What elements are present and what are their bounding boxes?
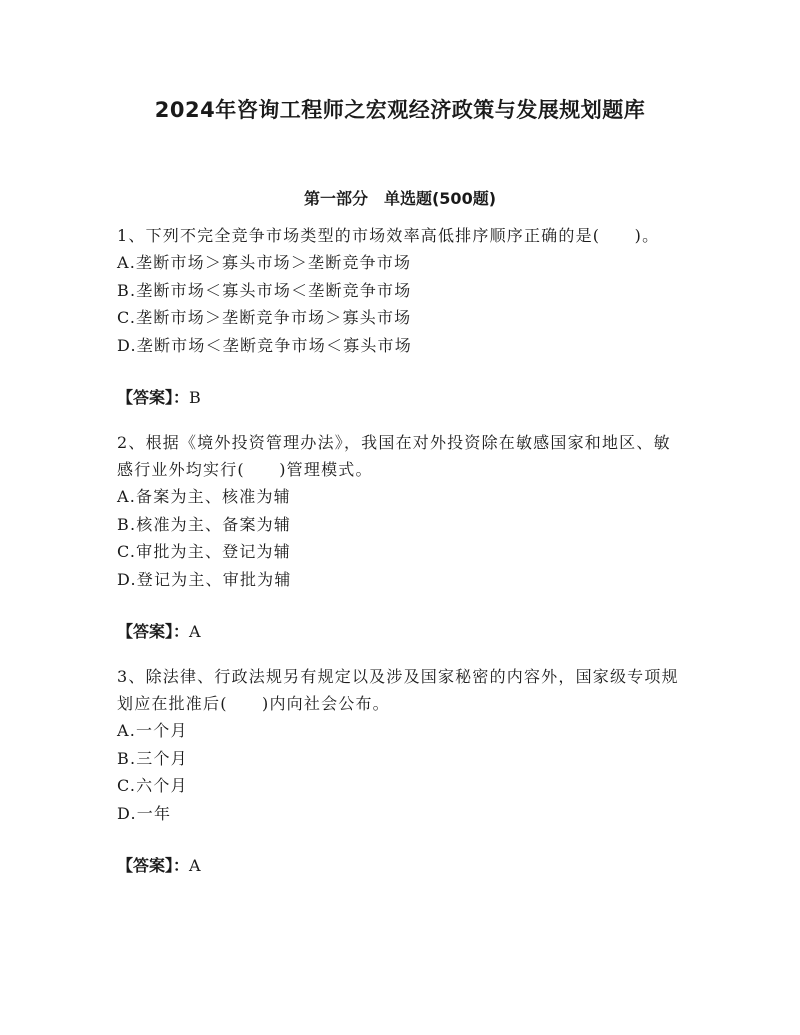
- section-title: 第一部分 单选题(500题): [303, 189, 497, 208]
- answer-value: A: [189, 856, 201, 875]
- question-item: [117, 663, 687, 879]
- option-d: D.登记为主、审批为辅: [117, 569, 292, 589]
- answer-value: A: [189, 622, 201, 641]
- option-a: A.备案为主、核准为辅: [117, 487, 291, 506]
- question-list: [117, 222, 687, 879]
- answer-value: B: [189, 388, 201, 407]
- answer-label: 【答案】：: [117, 856, 190, 875]
- question-stem: 2、根据《境外投资管理办法》，我国在对外投资除在敏感国家和地区、敏感行业外均实行( )管理模式。: [117, 433, 671, 479]
- question-item: [117, 429, 687, 645]
- option-c: C.垄断市场＞垄断竞争市场＞寡头市场: [117, 308, 412, 327]
- option-a: A.一个月: [117, 721, 188, 740]
- answer-label: 【答案】：: [117, 622, 190, 641]
- option-b: B.三个月: [117, 748, 188, 768]
- option-a: A.垄断市场＞寡头市场＞垄断竞争市场: [117, 253, 412, 272]
- option-c: C.审批为主、登记为辅: [117, 542, 291, 561]
- question-stem: 1、下列不完全竞争市场类型的市场效率高低排序顺序正确的是( )。: [117, 226, 660, 245]
- option-b: B.垄断市场＜寡头市场＜垄断竞争市场: [117, 280, 412, 300]
- document-title: 2024年咨询工程师之宏观经济政策与发展规划题库: [154, 98, 646, 122]
- question-item: [117, 222, 687, 411]
- answer-line: [117, 384, 687, 411]
- answer-label: 【答案】：: [117, 388, 190, 407]
- answer-line: [117, 852, 687, 879]
- option-b: B.核准为主、备案为辅: [117, 514, 292, 534]
- option-d: D.一年: [117, 803, 172, 823]
- option-d: D.垄断市场＜垄断竞争市场＜寡头市场: [117, 335, 412, 355]
- option-c: C.六个月: [117, 776, 188, 795]
- answer-line: [117, 618, 687, 645]
- question-stem: 3、除法律、行政法规另有规定以及涉及国家秘密的内容外，国家级专项规划应在批准后( )内向社会公布。: [117, 667, 679, 713]
